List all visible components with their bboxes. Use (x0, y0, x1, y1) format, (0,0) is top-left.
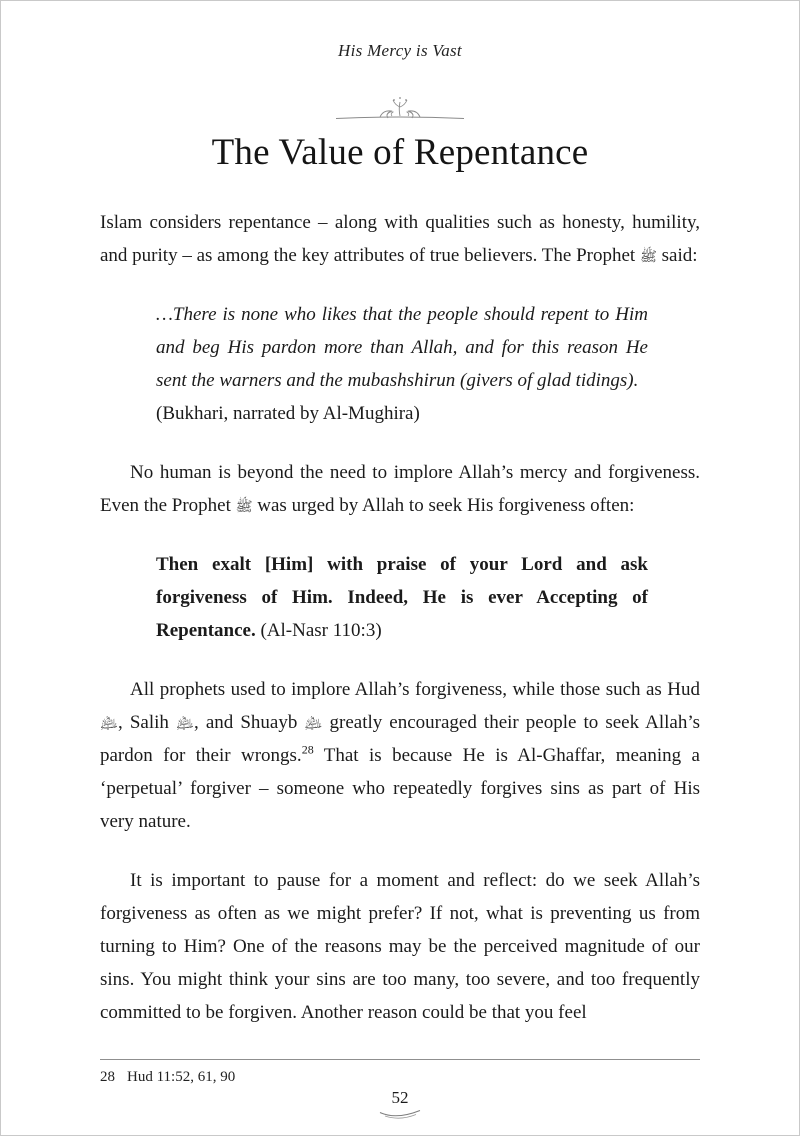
page-number: 52 (391, 1088, 409, 1107)
paragraph-prophets (100, 673, 700, 838)
page-title: The Value of Repentance (211, 132, 589, 173)
paragraph-text: greatly encouraged their people to seek Allah’s pardon for their wrongs. (100, 712, 700, 766)
hadith-quote (156, 298, 648, 430)
filigree-ornament-icon (334, 95, 466, 125)
paragraph-text: was urged by Allah to seek His forgiveness often: (252, 495, 635, 516)
running-header: His Mercy is Vast (338, 41, 462, 60)
page-footer (100, 1088, 700, 1121)
paragraph-text: , Salih (118, 712, 176, 733)
alayhi-salam-symbol: ﵇ (175, 717, 195, 732)
alayhi-salam-symbol: ﵇ (100, 717, 119, 732)
footnote (100, 1066, 700, 1088)
paragraph-text: said: (656, 245, 698, 266)
footnote-reference: 28 (301, 742, 314, 757)
paragraph-intro (100, 206, 700, 272)
paragraph-text: , and Shuayb (194, 712, 305, 733)
paragraph-text: That is because He is Al-Ghaffar, meaning a ‘perpetual’ forgiver – someone who repeatedly forgives sins as part of His very nature. (100, 745, 700, 832)
footnote-number: 28 (100, 1069, 115, 1085)
paragraph-text: No human is beyond the need to implore Allah’s mercy and forgiveness. Even the Prophet (100, 462, 700, 516)
hadith-quote-citation: (Bukhari, narrated by Al-Mughira) (156, 403, 420, 424)
footnote-section (100, 1059, 700, 1088)
paragraph-text: All prophets used to implore Allah’s forgiveness, while those such as Hud (130, 679, 700, 700)
alayhi-salam-symbol: ﵇ (304, 717, 323, 732)
page-number-ornament (100, 1109, 700, 1121)
paragraph-no-human (100, 456, 700, 522)
pbuh-symbol: ﷺ (235, 500, 253, 515)
quran-quote (156, 548, 648, 647)
quran-quote-citation: (Al-Nasr 110:3) (255, 620, 382, 641)
quran-quote-text: Then exalt [Him] with praise of your Lord and ask forgiveness of Him. Indeed, He is ever Accepting of Repentance. (156, 554, 648, 641)
footnote-text: Hud 11:52, 61, 90 (127, 1069, 236, 1085)
hadith-quote-text: …There is none who likes that the people should repent to Him and beg His pardon more than Allah, and for this reason He sent the warners and the mubashshirun (givers of glad tidings). (156, 304, 648, 391)
paragraph-text: Islam considers repentance – along with qualities such as honesty, humility, and purity – as among the key attributes of true believers. The Prophet (100, 212, 700, 266)
paragraph-reflect: It is important to pause for a moment and reflect: do we seek Allah’s forgiveness as often as we might prefer? If not, what is preventing us from turning to Him? One of the reasons may be the perceived magnitude of our sins. You might think your sins are too many, too severe, and too frequently committed to be forgiven. Another reason could be that you feel (100, 870, 700, 1023)
footnote-divider (100, 1059, 700, 1060)
swash-flourish-icon (376, 1109, 424, 1121)
chapter-ornament (100, 95, 700, 125)
pbuh-symbol: ﷺ (639, 250, 657, 265)
